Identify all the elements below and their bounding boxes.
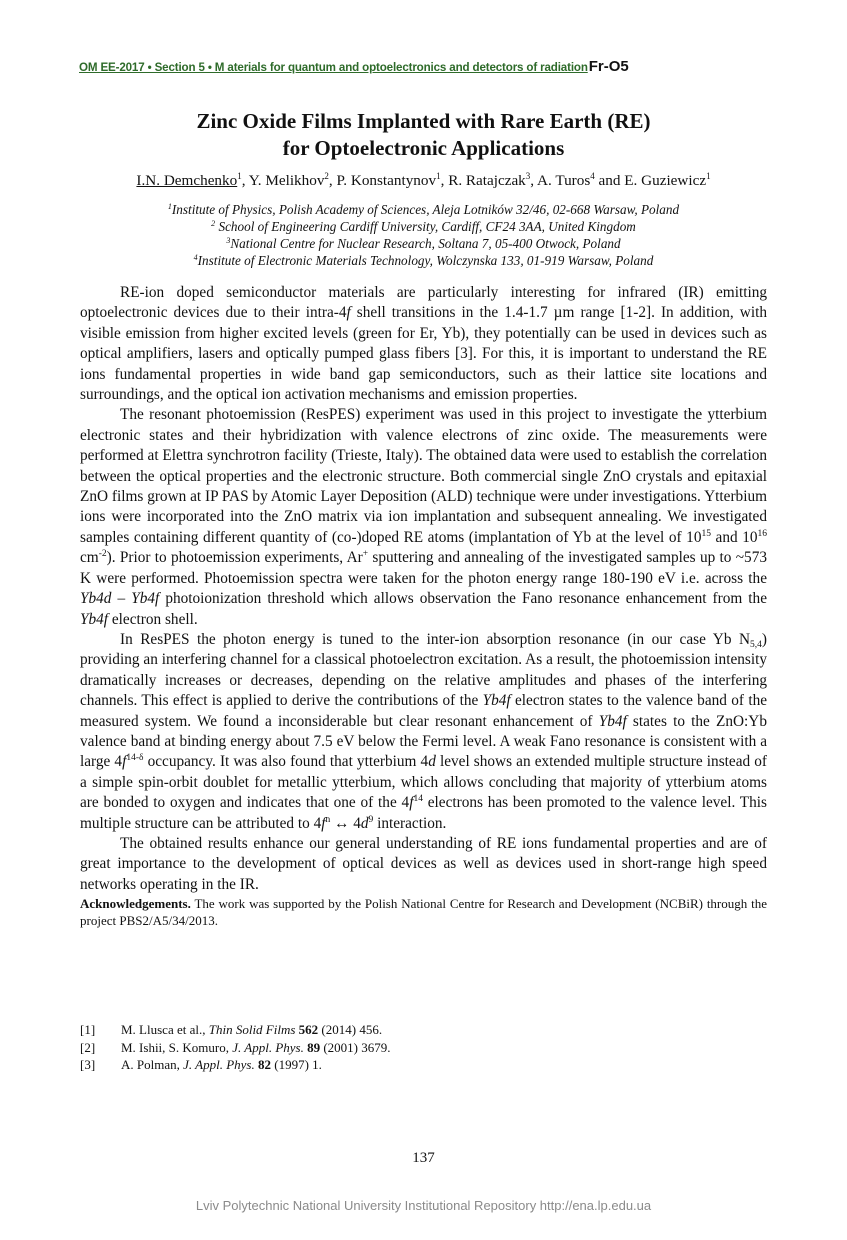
- acknowledgements: [80, 895, 767, 929]
- affiliation-number: 3: [226, 236, 231, 245]
- author-affiliation-mark: 4: [590, 171, 595, 181]
- author-name: I.N. Demchenko: [136, 172, 238, 189]
- author-name: P. Konstantynov: [336, 172, 437, 189]
- author-separator: and: [594, 172, 625, 189]
- author-affiliation-mark: 1: [706, 171, 711, 181]
- author-name: R. Ratajczak: [448, 172, 526, 189]
- abstract-body: [80, 283, 767, 929]
- page-number: 137: [412, 1150, 435, 1166]
- repository-footer: Lviv Polytechnic National University Institutional Repository http://ena.lp.edu.ua: [195, 1198, 652, 1213]
- author-affiliation-mark: 1: [436, 171, 441, 181]
- affiliation-list: [0, 201, 847, 269]
- paper-title: [0, 108, 847, 162]
- author-list: [0, 172, 847, 190]
- reference-number: [3]: [80, 1057, 96, 1072]
- affiliation: [0, 235, 847, 252]
- affiliation: [0, 218, 847, 235]
- paragraph-respes: In ResPES the photon energy is tuned to the inter-ion absorption resonance (in our case Yb $N_{5,4}$) providing an interfering channel for a classical photoelectron excitation. As a result, the photoemission intensity dramatically increases or decreases, depending on the relative amplitudes and phases of the interfering channels. This effect is applied to derive the contributions of the Yb4f electron states to the valence band of the measured system. We found a inconsiderable but clear resonant enhancement of Yb4f states to the ZnO:Yb valence band at binding energy about 7.5 eV below the Fermi level. A weak Fano resonance is consistent with a large $4f^{14-\delta}$ occupancy. It was also found that ytterbium 4d level shows an extended multiple structure instead of a simple spin-orbit doublet for metallic ytterbium, which allows concluding that majority of ytterbium atoms are bonded to oxygen and indicates that one of the $4f^{14}$ electrons has been promoted to the valence level. This multiple structure can be attributed to $4f^n$ ↔ $4d^9$ interaction.: [80, 630, 768, 832]
- title-line-2: for Optoelectronic Applications: [282, 136, 565, 160]
- affiliation-number: 1: [167, 202, 172, 211]
- acknowledgements-label: Acknowledgements.: [80, 896, 191, 912]
- author-name: A. Turos: [537, 172, 591, 189]
- reference-number: [2]: [80, 1039, 96, 1055]
- affiliation-text: Institute of Electronic Materials Technology, Wolczynska 133, 01-919 Warsaw, Poland: [197, 253, 654, 268]
- author-separator: ,: [440, 172, 449, 189]
- affiliation-number: 2: [211, 219, 216, 228]
- author-separator: ,: [241, 172, 249, 189]
- acknowledgements-text: The work was supported by the Polish National Centre for Research and Development (NCBiR) through the project PBS2/A5/34/2013.: [80, 896, 767, 929]
- reference-list: [80, 1021, 680, 1074]
- author-affiliation-mark: 1: [237, 171, 242, 181]
- paragraph-introduction: RE-ion doped semiconductor materials are particularly interesting for infrared (IR) emitting optoelectronic devices due to their intra-4f shell transitions in the 1.4-1.7 µm range [1-2]. In addition, with visible emission from higher excited levels (green for Er, Yb), they potentially can be used in devices such as optical amplifiers, lasers and optically pumped glass fibers [3]. For this, it is important to understand the RE ions fundamental properties in wide band gap semiconductors, such as their lattice site locations and surroundings, and the optical ion activation mechanisms and emission properties.: [80, 284, 767, 404]
- affiliation-text: National Centre for Nuclear Research, Soltana 7, 05-400 Otwock, Poland: [230, 236, 621, 251]
- author-name: E. Guziewicz: [624, 172, 707, 189]
- author-name: Y. Melikhov: [248, 172, 325, 189]
- affiliation: [0, 252, 847, 269]
- running-header: [79, 58, 769, 76]
- author-separator: ,: [328, 172, 337, 189]
- conference-section-title: OM EE-2017 • Section 5 • M aterials for quantum and optoelectronics and detectors of radiation: [79, 61, 588, 74]
- affiliation-text: School of Engineering Cardiff University, Cardiff, CF24 3AA, United Kingdom: [215, 219, 636, 234]
- affiliation-text: Institute of Physics, Polish Academy of Sciences, Aleja Lotników 32/46, 02-668 Warsaw, Poland: [171, 202, 680, 217]
- reference-text: M. Llusca et al., Thin Solid Films 562 (2014) 456.: [121, 1022, 383, 1037]
- paragraph-experiment: The resonant photoemission (ResPES) experiment was used in this project to investigate the ytterbium electronic states and their hybridization with valence electrons of zinc oxide. The measurements were performed at Elettra synchrotron facility (Trieste, Italy). The obtained data were used to establish the correlation between the optical properties and the electronic structure. Both commercial single ZnO crystals and epitaxial ZnO films grown at IP PAS by Atomic Layer Deposition (ALD) technique were under investigations. Ytterbium ions were incorporated into the ZnO matrix via ion implantation and subsequent annealing. We investigated samples containing different quantity of (co-)doped RE atoms (implantation of Yb at the level of $10^{15}$ and $10^{16}$ $cm^{-2}$). Prior to photoemission experiments, Ar+ sputtering and annealing of the investigated samples up to ~573 K were performed. Photoemission spectra were taken for the photon energy range 180-190 eV i.e. across the Yb4d – Yb4f photoionization threshold which allows observation the Fano resonance enhancement from the Yb4f electron shell.: [80, 406, 767, 628]
- reference-text: M. Ishii, S. Komuro, J. Appl. Phys. 89 (2001) 3679.: [121, 1039, 391, 1055]
- reference-text: A. Polman, J. Appl. Phys. 82 (1997) 1.: [121, 1057, 322, 1072]
- reference-item: [80, 1056, 680, 1074]
- paper-code: Fr-O5: [588, 58, 629, 75]
- reference-number: [1]: [80, 1022, 96, 1037]
- reference-item: [80, 1021, 680, 1039]
- affiliation: [0, 201, 847, 218]
- author-affiliation-mark: 2: [324, 171, 329, 181]
- author-affiliation-mark: 3: [525, 171, 531, 181]
- reference-item: [80, 1039, 680, 1057]
- title-line-1: Zinc Oxide Films Implanted with Rare Earth (RE): [196, 109, 651, 133]
- affiliation-number: 4: [193, 253, 198, 262]
- paragraph-conclusion: The obtained results enhance our general understanding of RE ions fundamental properties and are of great importance to the development of optical devices as well as devices used in short-range high speed networks operating in the IR.: [80, 834, 767, 893]
- author-separator: ,: [530, 172, 538, 189]
